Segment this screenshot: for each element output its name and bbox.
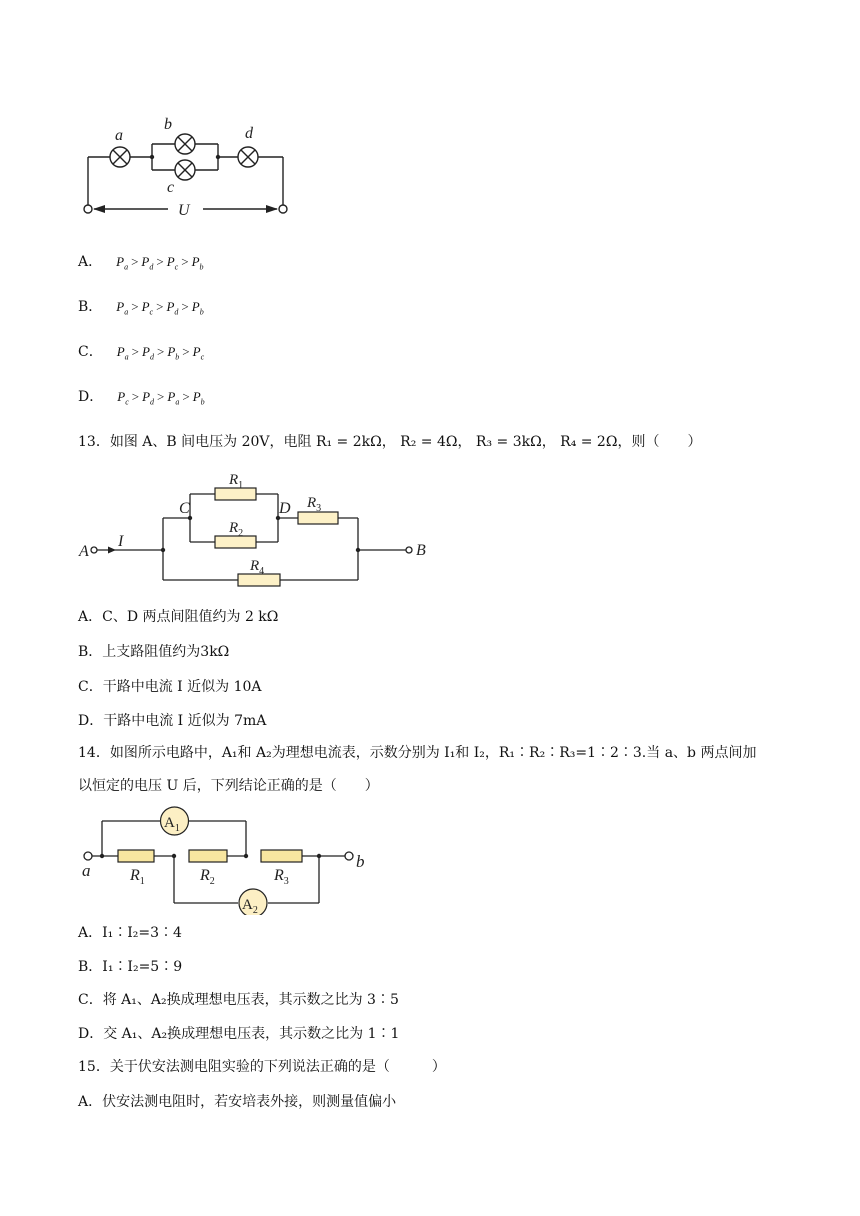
option-label: A．	[78, 254, 103, 270]
q14-stem-line2: 以恒定的电压 U 后，下列结论正确的是（ ）	[78, 778, 379, 794]
label-a: a	[115, 127, 123, 144]
q14-option-c: C．将 A₁、A₂换成理想电压表，其示数之比为 3∶5	[78, 992, 399, 1008]
q15-option-a: A．伏安法测电阻时，若安培表外接，则测量值偏小	[78, 1094, 397, 1110]
label-a1: $A_1$	[164, 815, 180, 834]
formula: $P_a > P_c > P_d > P_b$	[116, 299, 204, 317]
label-node-a: A	[79, 543, 89, 560]
label-b: b	[164, 116, 172, 133]
option-label: C．	[78, 344, 103, 360]
q12-option-b	[78, 297, 204, 323]
label-r3: $R_3$	[274, 867, 289, 887]
q13-stem: 13．如图 A、B 间电压为 20V，电阻 R₁ = 2kΩ， R₂ = 4Ω， R₃ = 3kΩ， R₄ = 2Ω，则（ ）	[78, 434, 702, 450]
formula: $P_a > P_d > P_b > P_c$	[116, 344, 205, 362]
label-node-c: C	[179, 500, 190, 517]
label-node-b: b	[356, 852, 365, 871]
q14-stem-line1: 14．如图所示电路中，A₁和 A₂为理想电流表，示数分别为 I₁和 I₂，R₁∶R₂∶R₃=1∶2∶3.当 a、b 两点间加	[78, 745, 757, 761]
label-node-b: B	[416, 542, 426, 559]
label-d: d	[245, 125, 253, 142]
label-a2: $A_2$	[242, 897, 258, 915]
q12-option-a	[78, 252, 204, 278]
q13-option-a: A．C、D 两点间阻值约为 2 kΩ	[78, 609, 279, 625]
label-r2: $R_2$	[229, 520, 244, 539]
q14-option-b: B．I₁∶I₂=5∶9	[78, 959, 183, 975]
label-u: U	[178, 202, 190, 219]
resistor-r2	[189, 850, 227, 862]
formula: $P_c > P_d > P_a > P_b$	[117, 389, 205, 407]
q13-option-b: B．上支路阻值约为3kΩ	[78, 644, 230, 660]
label-current: I	[118, 533, 124, 550]
label-r1: $R_1$	[130, 867, 145, 887]
resistor-r2	[215, 536, 256, 548]
label-node-d: D	[279, 500, 291, 517]
label-node-a: a	[82, 861, 91, 880]
label-r4: $R_4$	[250, 558, 265, 577]
label-r2: $R_2$	[200, 867, 215, 887]
q13-option-d: D．干路中电流 I 近似为 7mA	[78, 713, 267, 729]
label-c: c	[167, 179, 175, 196]
q14-circuit-diagram	[78, 805, 378, 915]
q12-option-d	[78, 387, 205, 413]
option-label: B．	[78, 299, 103, 315]
label-r3: $R_3$	[307, 495, 322, 514]
q14-option-a: A．I₁∶I₂=3∶4	[78, 925, 182, 941]
resistor-r3	[261, 850, 302, 862]
q15-stem: 15．关于伏安法测电阻实验的下列说法正确的是（ ）	[78, 1059, 446, 1075]
formula: $P_a > P_d > P_c > P_b$	[116, 254, 204, 272]
q14-option-d: D．交 A₁、A₂换成理想电压表，其示数之比为 1∶1	[78, 1026, 400, 1042]
option-label: D．	[78, 389, 104, 405]
resistor-r1	[215, 488, 256, 500]
resistor-r1	[118, 850, 154, 862]
q12-option-c	[78, 342, 204, 368]
label-r1: $R_1$	[229, 472, 244, 491]
q13-option-c: C．干路中电流 I 近似为 10A	[78, 679, 262, 695]
q12-circuit-diagram	[78, 112, 308, 224]
q13-circuit-diagram	[78, 462, 438, 594]
